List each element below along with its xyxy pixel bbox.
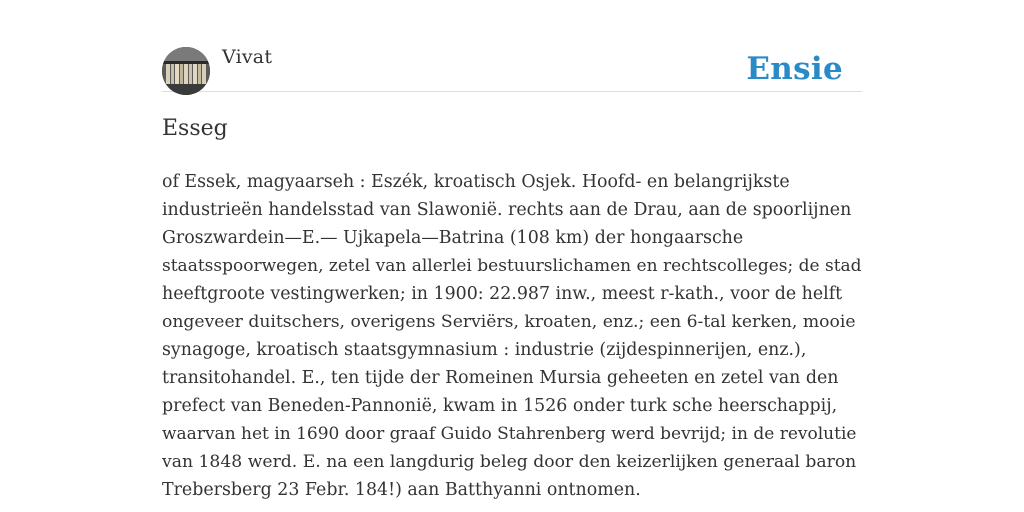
article-line: heeftgroote vestingwerken; in 1900: 22.987 inw., meest r-kath., voor de helft — [162, 284, 843, 304]
article-line: transitohandel. E., ten tijde der Romeinen Mursia geheeten en zetel van den — [162, 368, 839, 388]
page-title: Esseg — [162, 116, 228, 141]
article-line: staatsspoorwegen, zetel van allerlei bestuurslichamen en rechtscolleges; de stad — [162, 256, 862, 276]
avatar[interactable] — [162, 47, 210, 95]
brand-logo[interactable]: Ensie — [746, 51, 843, 87]
book-spines-avatar-icon — [162, 47, 210, 95]
article-line: Groszwardein—E.— Ujkapela—Batrina (108 km) der hongaarsche — [162, 228, 744, 248]
author-name[interactable]: Vivat — [222, 46, 273, 68]
header — [162, 46, 862, 92]
article-line: ongeveer duitschers, overigens Serviërs, kroaten, enz.; een 6-tal kerken, mooie — [162, 312, 856, 332]
article-line: waarvan het in 1690 door graaf Guido Stahrenberg werd bevrijd; in de revolutie — [162, 424, 857, 444]
article-line: van 1848 werd. E. na een langdurig beleg door den keizerlijken generaal baron — [162, 452, 857, 472]
article-line: industrieën handelsstad van Slawonië. rechts aan de Drau, aan de spoorlijnen — [162, 200, 852, 220]
article-line: prefect van Beneden-Pannonië, kwam in 1526 onder turk sche heerschappij, — [162, 396, 838, 416]
article-line: Trebersberg 23 Febr. 184!) aan Batthyanni ontnomen. — [162, 480, 641, 500]
article-line: of Essek, magyaarseh : Eszék, kroatisch Osjek. Hoofd- en belangrijkste — [162, 172, 790, 192]
article-body — [162, 168, 862, 504]
article-line: synagoge, kroatisch staatsgymnasium : industrie (zijdespinnerijen, enz.), — [162, 340, 807, 360]
